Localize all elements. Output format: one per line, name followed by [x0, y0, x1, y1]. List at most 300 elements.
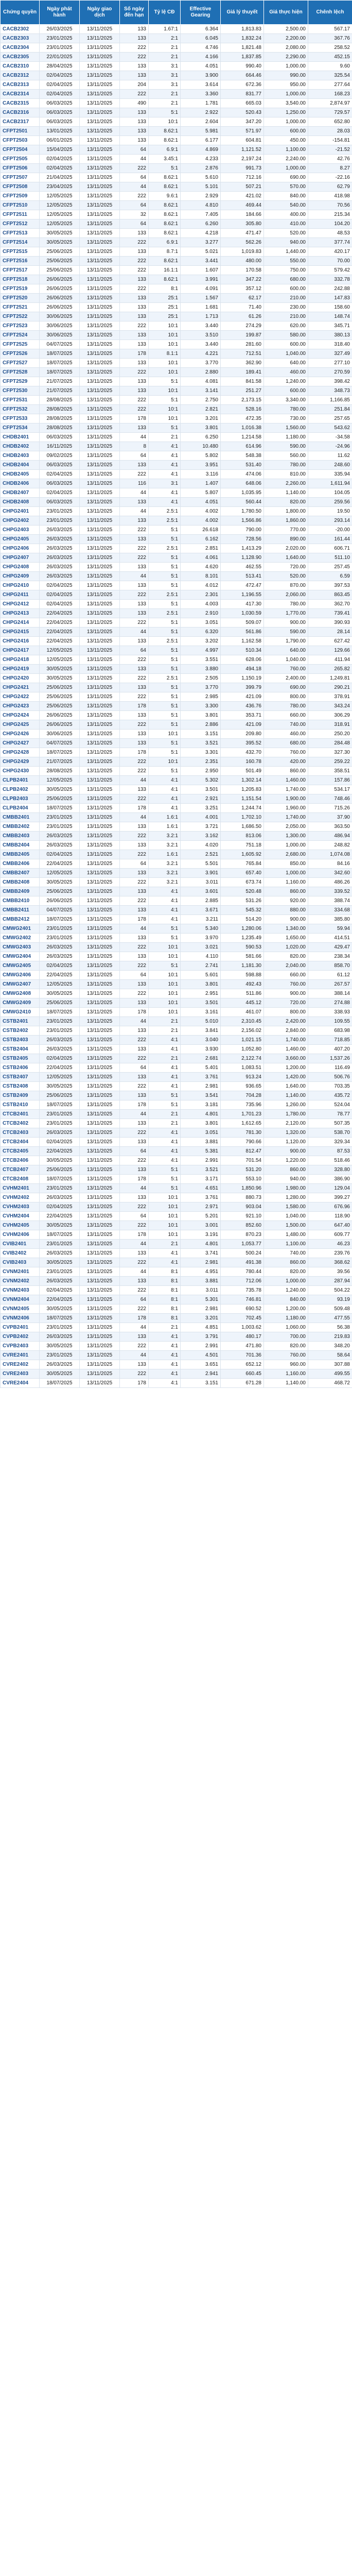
cell-gearing: 4.501	[181, 1351, 221, 1360]
cell-ratio: 5:1	[149, 702, 181, 711]
cell-premium: 407.20	[308, 1045, 352, 1054]
cell-price: 671.28	[221, 1379, 264, 1388]
cell-trade-date: 13/11/2025	[80, 822, 120, 832]
cell-days-left: 222	[120, 1036, 149, 1045]
cell-price: 2,310.45	[221, 1017, 264, 1026]
cell-code: CLPB2402	[1, 785, 40, 794]
cell-price: 614.96	[221, 442, 264, 451]
table-row	[1, 1017, 352, 1026]
cell-code: CSTB2403	[1, 1036, 40, 1045]
cell-premium: 219.83	[308, 1332, 352, 1342]
cell-strike: 900.00	[264, 915, 308, 924]
cell-ratio: 5:1	[149, 1175, 181, 1184]
cell-strike: 2,260.00	[264, 479, 308, 488]
cell-strike: 1,740.00	[264, 785, 308, 794]
table-row	[1, 136, 352, 145]
cell-premium: 534.17	[308, 785, 352, 794]
cell-strike: 600.00	[264, 340, 308, 349]
cell-gearing: 5.802	[181, 451, 221, 461]
table-row	[1, 405, 352, 414]
cell-trade-date: 13/11/2025	[80, 1258, 120, 1267]
table-row	[1, 757, 352, 767]
cell-days-left: 44	[120, 813, 149, 822]
cell-strike: 1,320.00	[264, 1128, 308, 1138]
cell-trade-date: 13/11/2025	[80, 906, 120, 915]
cell-ratio: 1.6:1	[149, 813, 181, 822]
cell-price: 274.29	[221, 321, 264, 331]
cell-days-left: 133	[120, 312, 149, 321]
cell-gearing: 3.951	[181, 461, 221, 470]
cell-issue-date: 12/05/2025	[40, 201, 80, 210]
cell-ratio: 3:1	[149, 71, 181, 80]
cell-price: 1,302.14	[221, 776, 264, 785]
cell-code: CVNM2403	[1, 1286, 40, 1295]
table-row	[1, 451, 352, 461]
cell-price: 673.74	[221, 878, 264, 887]
cell-trade-date: 13/11/2025	[80, 127, 120, 136]
cell-price: 357.12	[221, 284, 264, 294]
cell-days-left: 222	[120, 655, 149, 665]
cell-gearing: 2.851	[181, 544, 221, 553]
cell-strike: 2,840.00	[264, 1026, 308, 1036]
cell-price: 71.40	[221, 303, 264, 312]
cell-trade-date: 13/11/2025	[80, 1342, 120, 1351]
cell-price: 561.86	[221, 628, 264, 637]
cell-ratio: 10:1	[149, 359, 181, 368]
cell-strike: 2,080.00	[264, 43, 308, 53]
cell-trade-date: 13/11/2025	[80, 377, 120, 386]
table-row	[1, 507, 352, 516]
cell-issue-date: 26/06/2025	[40, 284, 80, 294]
cell-trade-date: 13/11/2025	[80, 1286, 120, 1295]
cell-premium: 652.80	[308, 117, 352, 127]
cell-trade-date: 13/11/2025	[80, 442, 120, 451]
cell-strike: 1,980.00	[264, 1184, 308, 1193]
cell-price: 690.52	[221, 1304, 264, 1314]
cell-issue-date: 26/03/2025	[40, 841, 80, 850]
cell-trade-date: 13/11/2025	[80, 1100, 120, 1110]
cell-issue-date: 30/06/2025	[40, 321, 80, 331]
cell-premium: 84.16	[308, 859, 352, 869]
cell-premium: 104.05	[308, 488, 352, 498]
cell-gearing: 6.364	[181, 25, 221, 34]
cell-days-left: 133	[120, 887, 149, 896]
cell-strike: 520.00	[264, 229, 308, 238]
cell-days-left: 44	[120, 1351, 149, 1360]
cell-days-left: 64	[120, 1295, 149, 1304]
cell-strike: 1,460.00	[264, 1045, 308, 1054]
cell-gearing: 1.407	[181, 479, 221, 488]
table-row	[1, 590, 352, 600]
cell-days-left: 222	[120, 590, 149, 600]
cell-trade-date: 13/11/2025	[80, 321, 120, 331]
cell-days-left: 133	[120, 600, 149, 609]
cell-gearing: 4.218	[181, 229, 221, 238]
table-row	[1, 794, 352, 804]
cell-trade-date: 13/11/2025	[80, 210, 120, 219]
table-row	[1, 980, 352, 989]
cell-premium: 627.42	[308, 637, 352, 646]
cell-price: 421.02	[221, 192, 264, 201]
cell-code: CMBB2409	[1, 887, 40, 896]
cell-code: CVRE2401	[1, 1351, 40, 1360]
cell-premium: 1,249.81	[308, 674, 352, 683]
cell-price: 1,003.62	[221, 1323, 264, 1332]
cell-ratio: 5:1	[149, 646, 181, 655]
cell-ratio: 2:1	[149, 1110, 181, 1119]
cell-days-left: 44	[120, 155, 149, 164]
cell-premium: 129.04	[308, 1184, 352, 1193]
cell-strike: 780.00	[264, 405, 308, 414]
cell-price: 704.28	[221, 1091, 264, 1100]
table-row	[1, 1082, 352, 1091]
table-row	[1, 442, 352, 451]
cell-price: 461.07	[221, 1008, 264, 1017]
table-row	[1, 238, 352, 247]
cell-gearing: 5.010	[181, 1017, 221, 1026]
table-row	[1, 488, 352, 498]
cell-strike: 580.00	[264, 331, 308, 340]
cell-trade-date: 13/11/2025	[80, 1351, 120, 1360]
table-header-row	[1, 1, 352, 25]
cell-issue-date: 02/04/2025	[40, 164, 80, 173]
cell-trade-date: 13/11/2025	[80, 1045, 120, 1054]
cell-premium: 58.64	[308, 1351, 352, 1360]
cell-trade-date: 13/11/2025	[80, 451, 120, 461]
cell-gearing: 26.618	[181, 526, 221, 535]
cell-code: CHPG2423	[1, 702, 40, 711]
table-row	[1, 1379, 352, 1388]
cell-strike: 1,640.00	[264, 1082, 308, 1091]
cell-gearing: 6.320	[181, 628, 221, 637]
cell-price: 472.35	[221, 414, 264, 423]
cell-premium: 524.04	[308, 1100, 352, 1110]
cell-code: CACB2310	[1, 62, 40, 71]
cell-trade-date: 13/11/2025	[80, 275, 120, 284]
cell-code: CFPT2511	[1, 210, 40, 219]
cell-premium: 37.90	[308, 813, 352, 822]
cell-strike: 1,100.00	[264, 145, 308, 155]
cell-code: CFPT2501	[1, 127, 40, 136]
cell-gearing: 3.021	[181, 943, 221, 952]
cell-gearing: 4.003	[181, 600, 221, 609]
cell-gearing: 4.851	[181, 1323, 221, 1332]
cell-ratio: 10:1	[149, 971, 181, 980]
cell-ratio: 5:1	[149, 553, 181, 563]
table-row	[1, 155, 352, 164]
cell-strike: 460.00	[264, 730, 308, 739]
cell-days-left: 222	[120, 692, 149, 702]
cell-strike: 820.00	[264, 952, 308, 961]
table-row	[1, 739, 352, 748]
cell-ratio: 2:1	[149, 90, 181, 99]
cell-code: CMBB2406	[1, 859, 40, 869]
cell-code: CFPT2530	[1, 386, 40, 396]
cell-strike: 210.00	[264, 312, 308, 321]
cell-gearing: 3.881	[181, 1277, 221, 1286]
cell-days-left: 222	[120, 238, 149, 247]
cell-strike: 780.00	[264, 600, 308, 609]
cell-strike: 920.00	[264, 896, 308, 906]
cell-trade-date: 13/11/2025	[80, 340, 120, 349]
cell-premium: 399.27	[308, 1193, 352, 1202]
cell-ratio: 3.2:1	[149, 841, 181, 850]
cell-trade-date: 13/11/2025	[80, 711, 120, 720]
cell-gearing: 2.981	[181, 1304, 221, 1314]
cell-days-left: 133	[120, 822, 149, 832]
cell-price: 746.81	[221, 1295, 264, 1304]
table-row	[1, 915, 352, 924]
cell-gearing: 4.081	[181, 377, 221, 386]
cell-code: CTCB2408	[1, 1175, 40, 1184]
cell-days-left: 222	[120, 544, 149, 553]
cell-trade-date: 13/11/2025	[80, 683, 120, 692]
cell-code: CHPG2412	[1, 600, 40, 609]
cell-code: CFPT2532	[1, 405, 40, 414]
cell-strike: 940.00	[264, 238, 308, 247]
cell-premium: 1,611.94	[308, 479, 352, 488]
cell-premium: 274.88	[308, 998, 352, 1008]
cell-code: CFPT2504	[1, 145, 40, 155]
cell-premium: -20.00	[308, 526, 352, 535]
cell-issue-date: 12/05/2025	[40, 1073, 80, 1082]
cell-ratio: 4:1	[149, 498, 181, 507]
cell-premium: 11.62	[308, 451, 352, 461]
cell-days-left: 222	[120, 266, 149, 275]
cell-code: CFPT2517	[1, 266, 40, 275]
cell-ratio: 2:1	[149, 1323, 181, 1332]
cell-issue-date: 30/06/2025	[40, 331, 80, 340]
cell-price: 1,780.50	[221, 507, 264, 516]
cell-days-left: 133	[120, 980, 149, 989]
cell-price: 184.66	[221, 210, 264, 219]
cell-days-left: 222	[120, 192, 149, 201]
cell-gearing: 3.040	[181, 1036, 221, 1045]
cell-strike: 780.00	[264, 461, 308, 470]
cell-gearing: 3.761	[181, 1193, 221, 1202]
cell-price: 664.46	[221, 71, 264, 80]
cell-days-left: 222	[120, 405, 149, 414]
cell-price: 531.20	[221, 1165, 264, 1175]
cell-strike: 1,480.00	[264, 1230, 308, 1240]
cell-trade-date: 13/11/2025	[80, 145, 120, 155]
cell-trade-date: 13/11/2025	[80, 1332, 120, 1342]
cell-ratio: 4:1	[149, 915, 181, 924]
cell-premium: 388.74	[308, 896, 352, 906]
cell-premium: 748.46	[308, 794, 352, 804]
table-row	[1, 1165, 352, 1175]
cell-premium: 327.49	[308, 349, 352, 359]
cell-issue-date: 28/08/2025	[40, 767, 80, 776]
cell-code: CHPG2429	[1, 757, 40, 767]
cell-ratio: 8:1	[149, 1314, 181, 1323]
cell-issue-date: 21/07/2025	[40, 757, 80, 767]
cell-ratio: 10:1	[149, 1212, 181, 1221]
cell-price: 445.12	[221, 998, 264, 1008]
cell-trade-date: 13/11/2025	[80, 1184, 120, 1193]
cell-code: CMWG2404	[1, 952, 40, 961]
cell-price: 1,235.49	[221, 934, 264, 943]
cell-ratio: 4:1	[149, 1332, 181, 1342]
table-row	[1, 1175, 352, 1184]
cell-price: 598.88	[221, 971, 264, 980]
cell-days-left: 178	[120, 1100, 149, 1110]
table-row	[1, 396, 352, 405]
table-row	[1, 257, 352, 266]
cell-ratio: 4:1	[149, 1045, 181, 1054]
cell-premium: 378.91	[308, 692, 352, 702]
table-row	[1, 1073, 352, 1082]
cell-days-left: 44	[120, 433, 149, 442]
table-row	[1, 934, 352, 943]
cell-premium: 129.66	[308, 646, 352, 655]
cell-days-left: 64	[120, 145, 149, 155]
cell-price: 189.41	[221, 368, 264, 377]
cell-strike: 840.00	[264, 1295, 308, 1304]
cell-premium: 259.22	[308, 757, 352, 767]
cell-premium: 93.19	[308, 1295, 352, 1304]
cell-trade-date: 13/11/2025	[80, 368, 120, 377]
cell-days-left: 222	[120, 53, 149, 62]
cell-issue-date: 23/01/2025	[40, 1267, 80, 1277]
cell-strike: 890.00	[264, 535, 308, 544]
cell-gearing: 3.051	[181, 618, 221, 628]
cell-strike: 900.00	[264, 1147, 308, 1156]
cell-code: CTCB2405	[1, 1147, 40, 1156]
cell-strike: 860.00	[264, 767, 308, 776]
cell-trade-date: 13/11/2025	[80, 581, 120, 590]
cell-price: 432.70	[221, 748, 264, 757]
cell-ratio: 5:1	[149, 720, 181, 730]
cell-price: 1,030.59	[221, 609, 264, 618]
cell-issue-date: 30/05/2025	[40, 1342, 80, 1351]
cell-ratio: 8:1	[149, 1295, 181, 1304]
cell-code: CHPG2409	[1, 572, 40, 581]
cell-strike: 870.00	[264, 581, 308, 590]
cell-trade-date: 13/11/2025	[80, 1091, 120, 1100]
cell-issue-date: 02/04/2025	[40, 71, 80, 80]
cell-days-left: 133	[120, 1138, 149, 1147]
cell-gearing: 5.981	[181, 127, 221, 136]
cell-trade-date: 13/11/2025	[80, 498, 120, 507]
cell-code: CHPG2408	[1, 563, 40, 572]
cell-days-left: 44	[120, 488, 149, 498]
cell-gearing: 2.681	[181, 1054, 221, 1063]
cell-days-left: 133	[120, 665, 149, 674]
cell-trade-date: 13/11/2025	[80, 108, 120, 117]
cell-days-left: 133	[120, 136, 149, 145]
cell-trade-date: 13/11/2025	[80, 1138, 120, 1147]
cell-ratio: 4:1	[149, 488, 181, 498]
table-row	[1, 628, 352, 637]
cell-premium: 329.34	[308, 1138, 352, 1147]
cell-days-left: 44	[120, 1240, 149, 1249]
table-row	[1, 331, 352, 340]
cell-trade-date: 13/11/2025	[80, 247, 120, 257]
cell-trade-date: 13/11/2025	[80, 359, 120, 368]
cell-trade-date: 13/11/2025	[80, 1295, 120, 1304]
cell-trade-date: 13/11/2025	[80, 470, 120, 479]
cell-trade-date: 13/11/2025	[80, 136, 120, 145]
table-row	[1, 785, 352, 794]
cell-gearing: 3.116	[181, 470, 221, 479]
cell-ratio: 2.5:1	[149, 507, 181, 516]
cell-days-left: 222	[120, 1258, 149, 1267]
cell-code: CLPB2403	[1, 794, 40, 804]
cell-price: 628.06	[221, 655, 264, 665]
cell-premium: 327.30	[308, 748, 352, 757]
cell-code: CACB2317	[1, 117, 40, 127]
cell-trade-date: 13/11/2025	[80, 1147, 120, 1156]
cell-strike: 2,060.00	[264, 590, 308, 600]
cell-days-left: 64	[120, 219, 149, 229]
cell-ratio: 2:1	[149, 53, 181, 62]
cell-ratio: 10:1	[149, 368, 181, 377]
cell-premium: 729.57	[308, 108, 352, 117]
cell-trade-date: 13/11/2025	[80, 461, 120, 470]
cell-ratio: 2.5:1	[149, 516, 181, 526]
cell-trade-date: 13/11/2025	[80, 1082, 120, 1091]
cell-trade-date: 13/11/2025	[80, 618, 120, 628]
cell-ratio: 5:1	[149, 1165, 181, 1175]
table-row	[1, 164, 352, 173]
cell-price: 395.52	[221, 739, 264, 748]
cell-strike: 850.00	[264, 859, 308, 869]
cell-ratio: 10:1	[149, 321, 181, 331]
cell-days-left: 222	[120, 674, 149, 683]
cell-premium: 397.53	[308, 581, 352, 590]
cell-ratio: 4:1	[149, 887, 181, 896]
cell-price: 492.43	[221, 980, 264, 989]
cell-code: CSTB2401	[1, 1017, 40, 1026]
table-row	[1, 312, 352, 321]
cell-price: 1,150.19	[221, 674, 264, 683]
cell-price: 1,052.80	[221, 1045, 264, 1054]
cell-price: 170.58	[221, 266, 264, 275]
cell-issue-date: 25/06/2025	[40, 998, 80, 1008]
cell-code: CVHM2403	[1, 1202, 40, 1212]
cell-code: CHPG2420	[1, 674, 40, 683]
cell-code: CHDB2406	[1, 479, 40, 488]
cell-issue-date: 23/01/2025	[40, 934, 80, 943]
cell-strike: 760.00	[264, 980, 308, 989]
cell-premium: 306.29	[308, 711, 352, 720]
cell-price: 781.30	[221, 1128, 264, 1138]
cell-trade-date: 13/11/2025	[80, 1175, 120, 1184]
cell-days-left: 133	[120, 62, 149, 71]
cell-trade-date: 13/11/2025	[80, 544, 120, 553]
table-row	[1, 1091, 352, 1100]
cell-days-left: 44	[120, 628, 149, 637]
cell-premium: 368.62	[308, 1258, 352, 1267]
cell-strike: 730.00	[264, 414, 308, 423]
cell-trade-date: 13/11/2025	[80, 1165, 120, 1175]
cell-gearing: 4.620	[181, 563, 221, 572]
table-row	[1, 674, 352, 683]
cell-price: 1,121.52	[221, 145, 264, 155]
cell-strike: 1,640.00	[264, 553, 308, 563]
cell-premium: 28.14	[308, 628, 352, 637]
cell-strike: 690.00	[264, 173, 308, 182]
table-row	[1, 303, 352, 312]
cell-code: CVNM2401	[1, 1267, 40, 1277]
cell-ratio: 10:1	[149, 952, 181, 961]
cell-ratio: 5:1	[149, 711, 181, 720]
cell-issue-date: 26/06/2025	[40, 896, 80, 906]
table-row	[1, 924, 352, 934]
cell-strike: 820.00	[264, 1267, 308, 1277]
cell-gearing: 2.351	[181, 757, 221, 767]
